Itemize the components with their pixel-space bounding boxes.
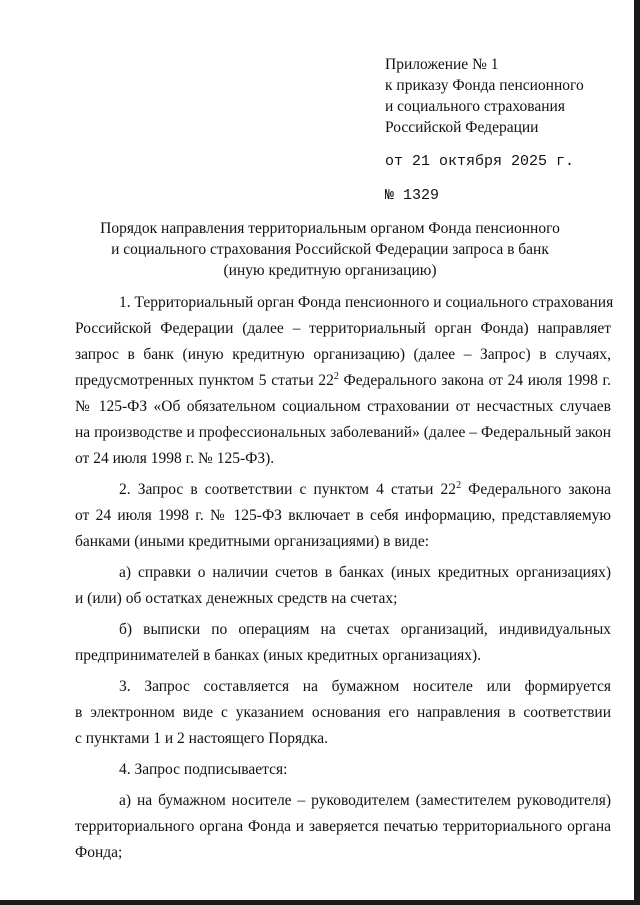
paragraph-2: [75, 477, 611, 555]
text-line: от 24 июля 1998 г. № 125-ФЗ включает в себя информацию, представляемую: [75, 507, 611, 524]
text-line: запрос в банк (иную кредитную организацию) (далее – Запрос) в случаях,: [75, 346, 611, 363]
text-line: а) справки о наличии счетов в банках (иных кредитных организациях): [119, 564, 611, 581]
title-line: (иную кредитную организацию): [223, 262, 437, 279]
text-line: б) выписки по операциям на счетах организаций, индивидуальных: [119, 621, 611, 638]
superscript: 2: [456, 480, 462, 491]
scan-edge-right: [634, 0, 640, 905]
text-line: 1. Территориальный орган Фонда пенсионного и социального страхования: [119, 294, 614, 311]
document-title: [60, 218, 600, 281]
text-line: [75, 477, 611, 503]
appendix-block: [385, 54, 584, 206]
text-line: а) на бумажном носителе – руководителем (заместителем руководителя): [119, 792, 611, 809]
text-line: и (или) об остатках денежных средств на счетах;: [75, 590, 398, 607]
text-fragment: Федерального закона от 24 июля 1998 г.: [338, 372, 611, 389]
appendix-line: Приложение № 1: [385, 56, 499, 73]
paragraph-4: [75, 757, 611, 783]
appendix-line: к приказу Фонда пенсионного: [385, 77, 584, 94]
scan-edge-bottom: [0, 900, 640, 905]
document-body: [75, 290, 614, 871]
text-fragment: Федерального закона: [461, 481, 611, 498]
paragraph-2a: [75, 560, 611, 612]
text-line: от 24 июля 1998 г. № 125-ФЗ).: [75, 450, 275, 467]
text-line: предпринимателей в банках (иных кредитных организациях).: [75, 647, 482, 664]
text-line: в электронном виде с указанием основания его направления в соответствии: [75, 704, 611, 721]
appendix-line: и социального страхования: [385, 98, 565, 115]
superscript: 2: [333, 371, 339, 382]
text-line: Российской Федерации (далее – территориальный орган Фонда) направляет: [75, 320, 611, 337]
text-line: 4. Запрос подписывается:: [119, 761, 288, 778]
title-line: и социального страхования Российской Федерации запроса в банк: [111, 241, 549, 258]
paragraph-3: [75, 674, 611, 752]
text-line: № 125-ФЗ «Об обязательном социальном страховании от несчастных случаев: [75, 398, 611, 415]
text-line: на производстве и профессиональных заболеваний» (далее – Федеральный закон: [75, 424, 611, 441]
title-line: Порядок направления территориальным органом Фонда пенсионного: [100, 220, 560, 237]
text-line: банками (иными кредитными организациями) в виде:: [75, 533, 430, 550]
paragraph-1: [75, 290, 614, 472]
text-line: территориального органа Фонда и заверяется печатью территориального органа: [75, 818, 611, 835]
order-date: от 21 октября 2025 г.: [385, 153, 575, 170]
text-line: [75, 368, 611, 394]
text-fragment: предусмотренных пунктом 5 статьи 22: [75, 372, 334, 389]
appendix-line: Российской Федерации: [385, 119, 539, 136]
text-line: 3. Запрос составляется на бумажном носителе или формируется: [119, 678, 611, 695]
paragraph-2b: [75, 617, 611, 669]
order-number: № 1329: [385, 187, 440, 204]
text-fragment: 2. Запрос в соответствии с пунктом 4 статьи 22: [119, 481, 457, 498]
paragraph-4a: [75, 788, 611, 866]
text-line: Фонда;: [75, 844, 123, 861]
text-line: с пунктами 1 и 2 настоящего Порядка.: [75, 730, 329, 747]
